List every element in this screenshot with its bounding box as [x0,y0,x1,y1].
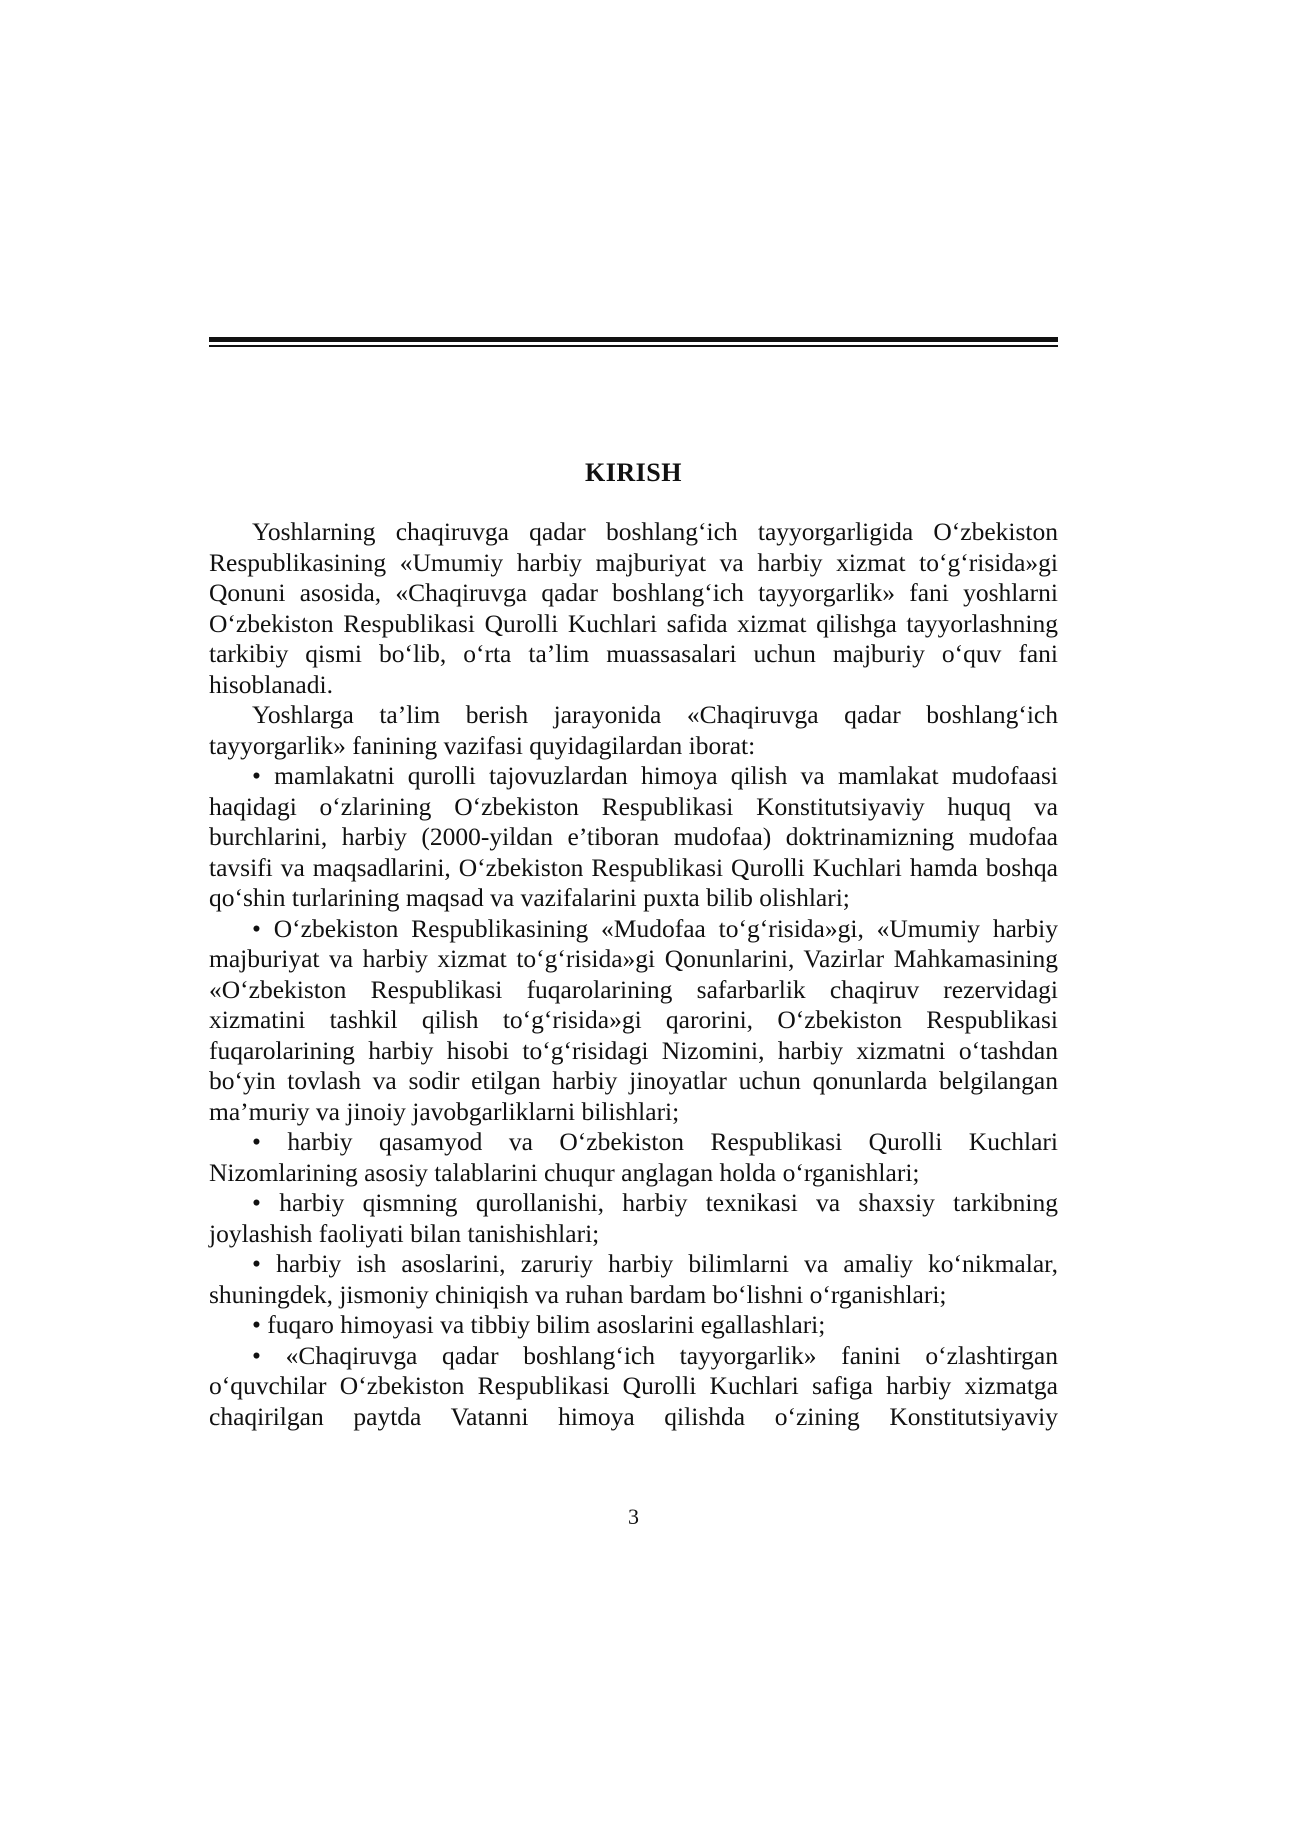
bullet-item-2: • O‘zbekiston Respublikasining «Mudofaa to‘g‘risida»gi, «Umumiy harbiy majburiyat va harbiy xizmat to‘g‘risida»gi Qonunlarini, Vazirlar Mahkamasining «O‘zbekiston Respublikasi fuqarolarining safarbarlik chaqiruv rezervidagi xizmatini tashkil qilish to‘g‘risida»gi qarorini, O‘zbekiston Respublikasi fuqarolarining harbiy hisobi to‘g‘risidagi Nizomini, harbiy xizmatni o‘tashdan bo‘yin tovlash va sodir etilgan harbiy jinoyatlar uchun qonunlarda belgilangan ma’muriy va jinoiy javobgarliklarni bilishlari; [209,913,1058,1126]
bullet-item-5: • harbiy ish asoslarini, zaruriy harbiy bilimlarni va amaliy ko‘nikmalar, shuningdek, jismoniy chiniqish va ruhan bardam bo‘lishni o‘rganishlari; [209,1249,1058,1309]
bullet-item-6: • fuqaro himoyasi va tibbiy bilim asoslarini egallashlari; [252,1310,826,1339]
paragraph-intro: Yoshlarning chaqiruvga qadar boshlang‘ich tayyorgarligida O‘zbekiston Respublikasining «Umumiy harbiy majburiyat va harbiy xizmat to‘g‘risida»gi Qonuni asosida, «Chaqiruvga qadar boshlang‘ich tayyorgarlik» fani yoshlarni O‘zbekiston Respublikasi Qurolli Kuchlari safida xizmat qilishga tayyorlashning tarkibiy qismi bo‘lib, o‘rta ta’lim muassasalari uchun majburiy o‘quv fani hisoblanadi. [209,517,1058,699]
header-rule-thin [209,345,1058,347]
bullet-item-3: • harbiy qasamyod va O‘zbekiston Respublikasi Qurolli Kuchlari Nizomlarining asosiy talablarini chuqur anglagan holda o‘rganishlari; [209,1127,1058,1187]
body-text [209,517,1058,1432]
paragraph-tasks-lead: Yoshlarga ta’lim berish jarayonida «Chaqiruvga qadar boshlang‘ich tayyorgarlik» fanining vazifasi quyidagilardan iborat: [209,700,1058,760]
header-rule-thick [209,337,1058,342]
bullet-item-1: • mamlakatni qurolli tajovuzlardan himoya qilish va mamlakat mudofaasi haqidagi o‘zlarining O‘zbekiston Respublikasi Konstitutsiyaviy huquq va burchlarini, harbiy (2000-yildan e’tiboran mudofaa) doktrinamizning mudofaa tavsifi va maqsadlarini, O‘zbekiston Respublikasi Qurolli Kuchlari hamda boshqa qo‘shin turlarining maqsad va vazifalarini puxta bilib olishlari; [209,761,1058,912]
page-number: 3 [628,1504,639,1529]
bullet-item-7: • «Chaqiruvga qadar boshlang‘ich tayyorgarlik» fanini o‘zlashtirgan o‘quvchilar O‘zbekiston Respublikasi Qurolli Kuchlari safiga harbiy xizmatga chaqirilgan paytda Vatanni himoya qilishda o‘zining Konstitutsiyaviy [209,1340,1058,1431]
section-title: KIRISH [585,458,682,487]
bullet-item-4: • harbiy qismning qurollanishi, harbiy texnikasi va shaxsiy tarkibning joylashish faoliyati bilan tanishishlari; [209,1188,1058,1248]
